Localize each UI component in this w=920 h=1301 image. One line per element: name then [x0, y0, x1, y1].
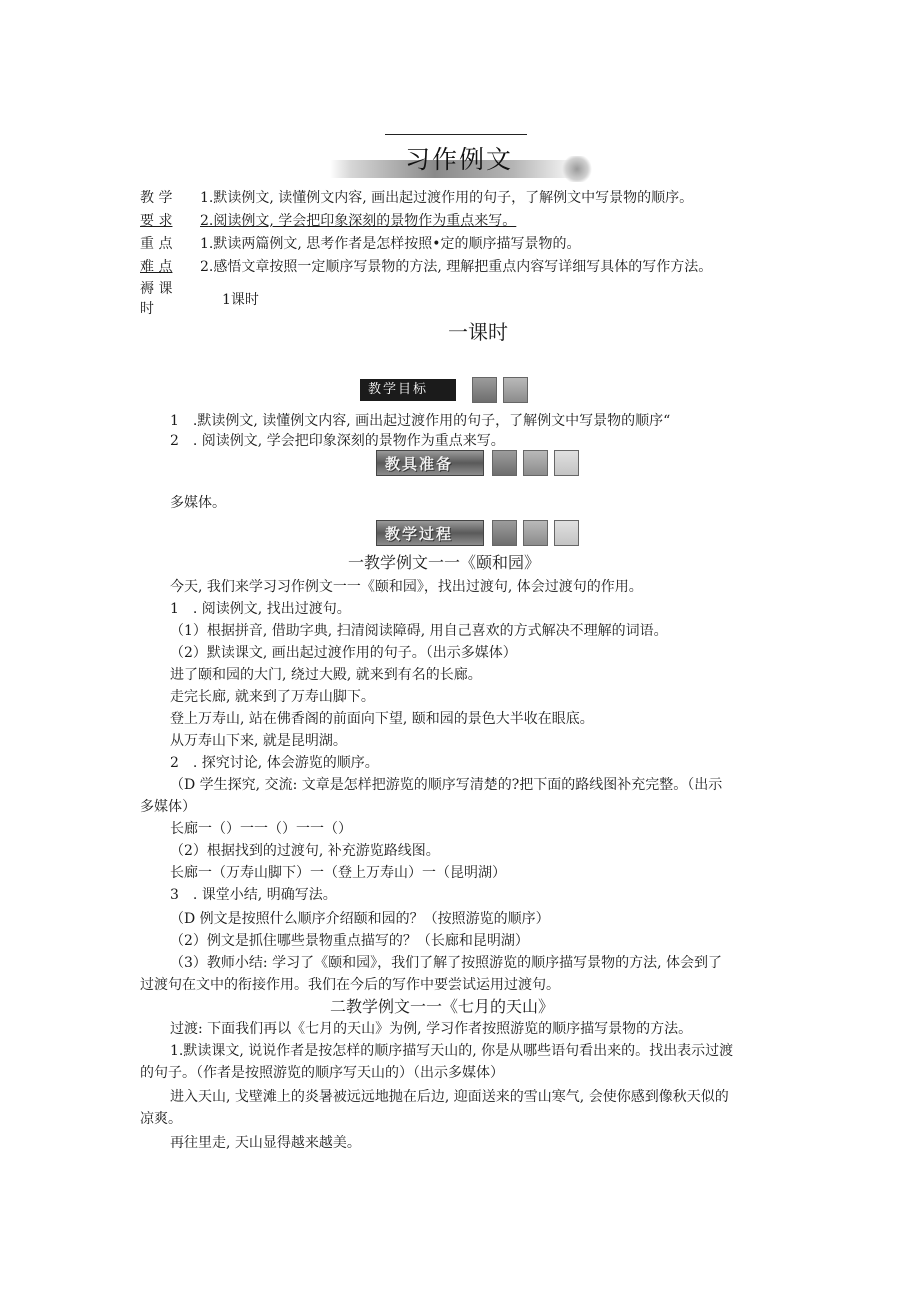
paragraph-line: （D 学生探究, 交流: 文章是怎样把游览的顺序写清楚的?把下面的路线图补充完整。（出示 — [170, 777, 723, 793]
objective-number: 1 — [200, 236, 209, 252]
goal-item: 1 .默读例文, 读懂例文内容, 画出起过渡作用的句子，了解例文中写景物的顺序“ — [170, 413, 671, 429]
paragraph-line: 登上万寿山, 站在佛香阁的前面向下望, 颐和园的景色大半收在眼底。 — [170, 711, 594, 727]
paragraph-line: 过渡: 下面我们再以《七月的天山》为例, 学习作者按照游览的顺序描写景物的方法。 — [170, 1021, 693, 1037]
goal-item: 2 . 阅读例文, 学会把印象深刻的景物作为重点来写。 — [170, 433, 505, 449]
paragraph-line: 进了颐和园的大门, 绕过大殿, 就来到有名的长廊。 — [170, 667, 482, 683]
objective-row — [140, 256, 712, 276]
objective-row — [140, 187, 693, 207]
process-banner-label: 教学过程 — [376, 520, 484, 546]
paragraph-line: （3）教师小结: 学习了《颐和园》，我们了解了按照游览的顺序描写景物的方法, 体会到了 — [170, 955, 722, 971]
objective-text: .默读例文, 读懂例文内容, 画出起过渡作用的句子，了解例文中写景物的顺序。 — [208, 190, 694, 206]
tools-banner-label: 教具准备 — [376, 450, 484, 476]
section-2-heading: 二教学例文一一《七月的天山》 — [330, 997, 555, 1016]
tools-text: 多媒体。 — [170, 495, 226, 511]
objective-number: 2 — [200, 213, 209, 229]
hours-label-cont: 时 — [140, 301, 154, 317]
paragraph-line: （2）默读课文, 画出起过渡作用的句子。（出示多媒体） — [170, 645, 517, 661]
paragraph-line: 再往里走, 天山显得越来越美。 — [170, 1135, 361, 1151]
title-rule — [385, 134, 527, 135]
paragraph-line: 长廊一（）一一（）一一（） — [170, 821, 352, 837]
goals-banner — [360, 377, 535, 403]
paragraph-line: （D 例文是按照什么顺序介绍颐和园的？（按照游览的顺序） — [170, 911, 550, 927]
banner-square — [523, 450, 548, 476]
objective-label: 重 点 — [140, 236, 173, 252]
section-1-heading: 一教学例文一一《颐和园》 — [348, 553, 541, 572]
paragraph-line: 从万寿山下来, 就是昆明湖。 — [170, 733, 347, 749]
objective-number: 2 — [200, 259, 209, 275]
paragraph-line: 过渡句在文中的衔接作用。我们在今后的写作中要尝试运用过渡句。 — [140, 977, 560, 993]
paragraph-line: 今天, 我们来学习习作例文一一《颐和园》，找出过渡句, 体会过渡句的作用。 — [170, 579, 643, 595]
objective-label: 教 学 — [140, 190, 173, 206]
paragraph-line: 长廊一（万寿山脚下）一（登上万寿山）一（昆明湖） — [170, 865, 506, 881]
objective-text: .感悟文章按照一定顺序写景物的方法, 理解把重点内容写详细写具体的写作方法。 — [208, 259, 713, 275]
objective-row — [140, 210, 516, 230]
objective-text: .阅读例文, 学会把印象深刻的景物作为重点来写。 — [208, 213, 517, 229]
banner-square — [554, 450, 579, 476]
paragraph-line: 1.默读课文, 说说作者是按怎样的顺序描写天山的, 你是从哪些语句看出来的。找出表示过渡 — [170, 1043, 734, 1059]
lesson-heading: 一课时 — [448, 320, 508, 344]
paragraph-line: 3 . 课堂小结, 明确写法。 — [170, 887, 337, 903]
paragraph-line: 走完长廊, 就来到了万寿山脚下。 — [170, 689, 375, 705]
objective-label: 难 点 — [140, 259, 173, 275]
paragraph-line: 凉爽。 — [140, 1111, 182, 1127]
objective-row — [140, 233, 581, 253]
tools-banner — [376, 450, 582, 476]
banner-square — [523, 520, 548, 546]
objective-number: 1 — [200, 190, 209, 206]
title-banner-tip-decoration — [562, 156, 592, 182]
banner-square — [472, 377, 497, 403]
paragraph-line: （1）根据拼音, 借助字典, 扫清阅读障碍, 用自己喜欢的方式解决不理解的词语。 — [170, 623, 668, 639]
hours-value: 1课时 — [222, 292, 259, 308]
objective-text: .默读两篇例文, 思考作者是怎样按照•定的顺序描写景物的。 — [208, 236, 581, 252]
paragraph-line: 的句子。（作者是按照游览的顺序写天山的）（出示多媒体） — [140, 1065, 504, 1081]
banner-square — [492, 450, 517, 476]
paragraph-line: 进入天山, 戈壁滩上的炎暑被远远地抛在后边, 迎面送来的雪山寒气, 会使你感到像秋天似的 — [170, 1089, 729, 1105]
banner-square — [554, 520, 579, 546]
process-banner — [376, 520, 582, 546]
paragraph-line: 1 . 阅读例文, 找出过渡句。 — [170, 601, 351, 617]
goals-banner-label: 教学目标 — [360, 379, 456, 401]
page-title: 习作例文 — [405, 145, 514, 174]
banner-square — [503, 377, 528, 403]
hours-label: 褥 课 — [140, 281, 173, 297]
paragraph-line: （2）例文是抓住哪些景物重点描写的？（长廊和昆明湖） — [170, 933, 529, 949]
paragraph-line: 2 . 探究讨论, 体会游览的顺序。 — [170, 755, 379, 771]
objective-label: 要 求 — [140, 213, 173, 229]
paragraph-line: （2）根据找到的过渡句, 补充游览路线图。 — [170, 843, 440, 859]
paragraph-line: 多媒体） — [140, 799, 196, 815]
banner-square — [492, 520, 517, 546]
